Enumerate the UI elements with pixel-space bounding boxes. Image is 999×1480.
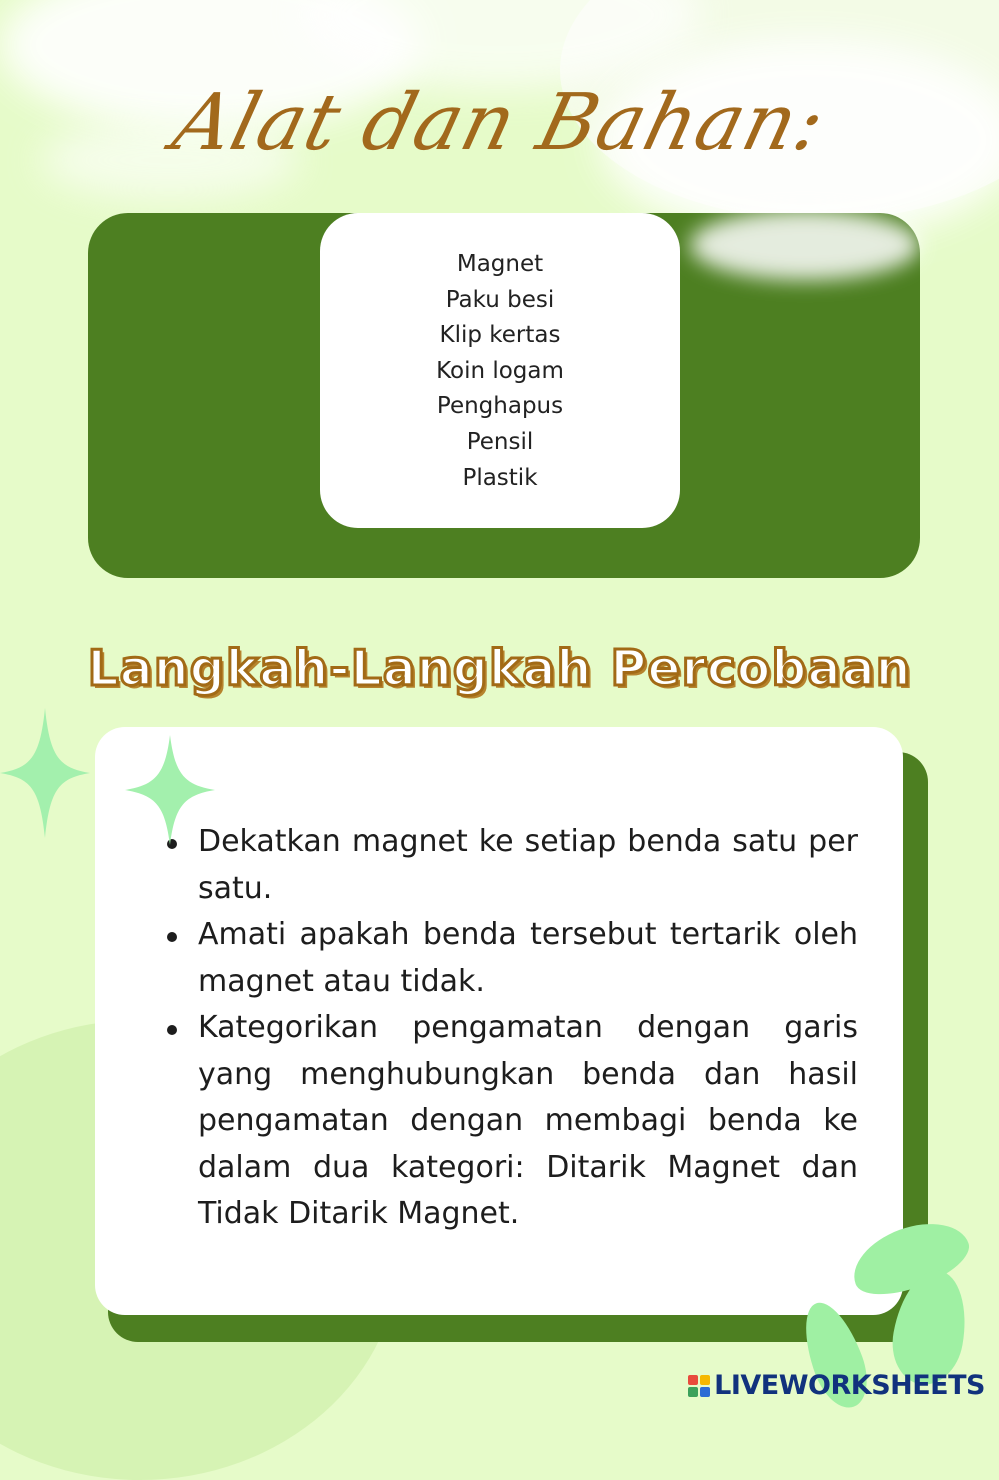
brand-watermark <box>688 1370 985 1401</box>
list-item: Paku besi <box>445 286 555 313</box>
page-title: Alat dan Bahan: <box>164 78 835 168</box>
list-item: Klip kertas <box>439 322 561 349</box>
steps-list <box>198 819 858 1238</box>
step-item: Dekatkan magnet ke setiap benda satu per satu. <box>198 819 858 912</box>
sparkle-icon <box>125 735 215 845</box>
list-item: Plastik <box>462 464 538 491</box>
step-item: Amati apakah benda tersebut tertarik oleh magnet atau tidak. <box>198 912 858 1005</box>
step-item: Kategorikan pengamatan dengan garis yang menghubungkan benda dan hasil pengamatan dengan membagi benda ke dalam dua kategori: Ditarik Magnet dan Tidak Ditarik Magnet. <box>198 1005 858 1238</box>
materials-list <box>320 247 680 496</box>
sparkle-icon <box>0 708 90 838</box>
list-item: Magnet <box>456 251 544 277</box>
steps-heading: Langkah-Langkah Percobaan <box>87 640 912 697</box>
list-item: Pensil <box>466 428 534 455</box>
cloud-decoration <box>690 210 920 280</box>
liveworksheets-logo-icon <box>688 1375 710 1397</box>
materials-card <box>320 213 680 528</box>
steps-card <box>95 727 903 1315</box>
list-item: Koin logam <box>436 357 564 384</box>
brand-label: LIVEWORKSHEETS <box>714 1370 985 1401</box>
list-item: Penghapus <box>436 393 564 420</box>
